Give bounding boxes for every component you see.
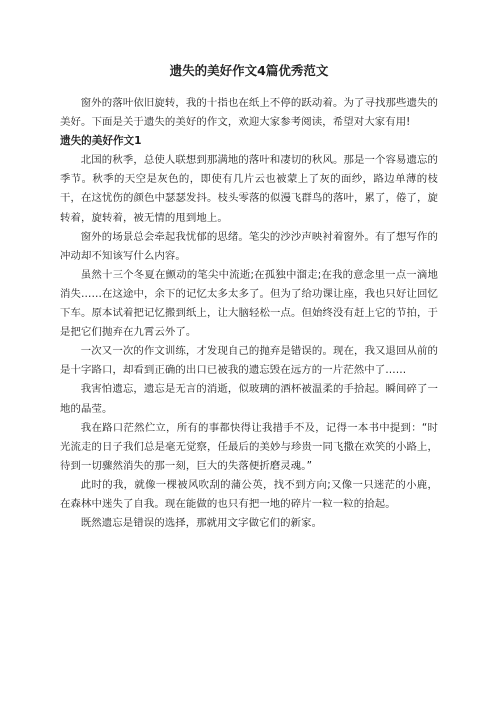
body-paragraph-4: 一次又一次的作文训练，才发现自己的抛弃是错误的。现在，我又退回从前的是十字路口，却看到正确的出口已被我的遗忘毁在远方的一片茫然中了……: [60, 345, 438, 377]
document-page: [60, 62, 438, 533]
body-paragraph-1: 北国的秋季，总使人联想到那满地的落叶和凄切的秋风。那是一个容易遗忘的季节。秋季的天空是灰色的，即使有几片云也被蒙上了灰的面纱，路边单薄的枝干，在这忧伤的颜色中瑟瑟发抖。枝头零落的似漫飞群鸟的落叶，累了，倦了，旋转着，旋转着，被无情的甩到地上。: [60, 154, 438, 224]
body-paragraph-7: 此时的我，就像一棵被风吹刮的蒲公英，找不到方向;又像一只迷茫的小鹿，在森林中迷失了自我。现在能做的也只有把一地的碎片一粒一粒的拾起。: [60, 478, 438, 510]
body-paragraph-3: 虽然十三个冬夏在颤动的笔尖中流逝;在孤独中溜走;在我的意念里一点一滴地消失……在这途中，余下的记忆太多太多了。但为了给功课让座，我也只好让回忆下车。原本试着把记忆搬到纸上，让大脑轻松一点。但始终没有赶上它的节拍，于是把它们抛弃在九霄云外了。: [60, 268, 438, 339]
section-heading: 遗失的美好作文1: [60, 135, 142, 148]
body-paragraph-5: 我害怕遗忘，遗忘是无言的消逝，似玻璃的酒杯被温柔的手拾起。瞬间碎了一地的晶莹。: [60, 383, 438, 415]
document-title: 遗失的美好作文4篇优秀范文: [169, 63, 329, 78]
body-paragraph-6: 我在路口茫然伫立，所有的事都快得让我措手不及，记得一本书中提到：“时光流走的日子我们总是毫无觉察，任最后的美妙与珍贵一同飞撒在欢笑的小路上，待到一切骤然消失的那一刻，巨大的失落便折磨灵魂。”: [60, 421, 438, 472]
body-paragraph-2: 窗外的场景总会牵起我忧郁的思绪。笔尖的沙沙声映衬着窗外。有了想写作的冲动却不知该写什么内容。: [60, 230, 438, 262]
body-paragraph-8: 既然遗忘是错误的选择，那就用文字做它们的新家。: [80, 517, 323, 530]
intro-paragraph: 窗外的落叶依旧旋转，我的十指也在纸上不停的跃动着。为了寻找那些遗失的美好。下面是关于遗失的美好的作文，欢迎大家参考阅读，希望对大家有用!: [60, 97, 438, 129]
